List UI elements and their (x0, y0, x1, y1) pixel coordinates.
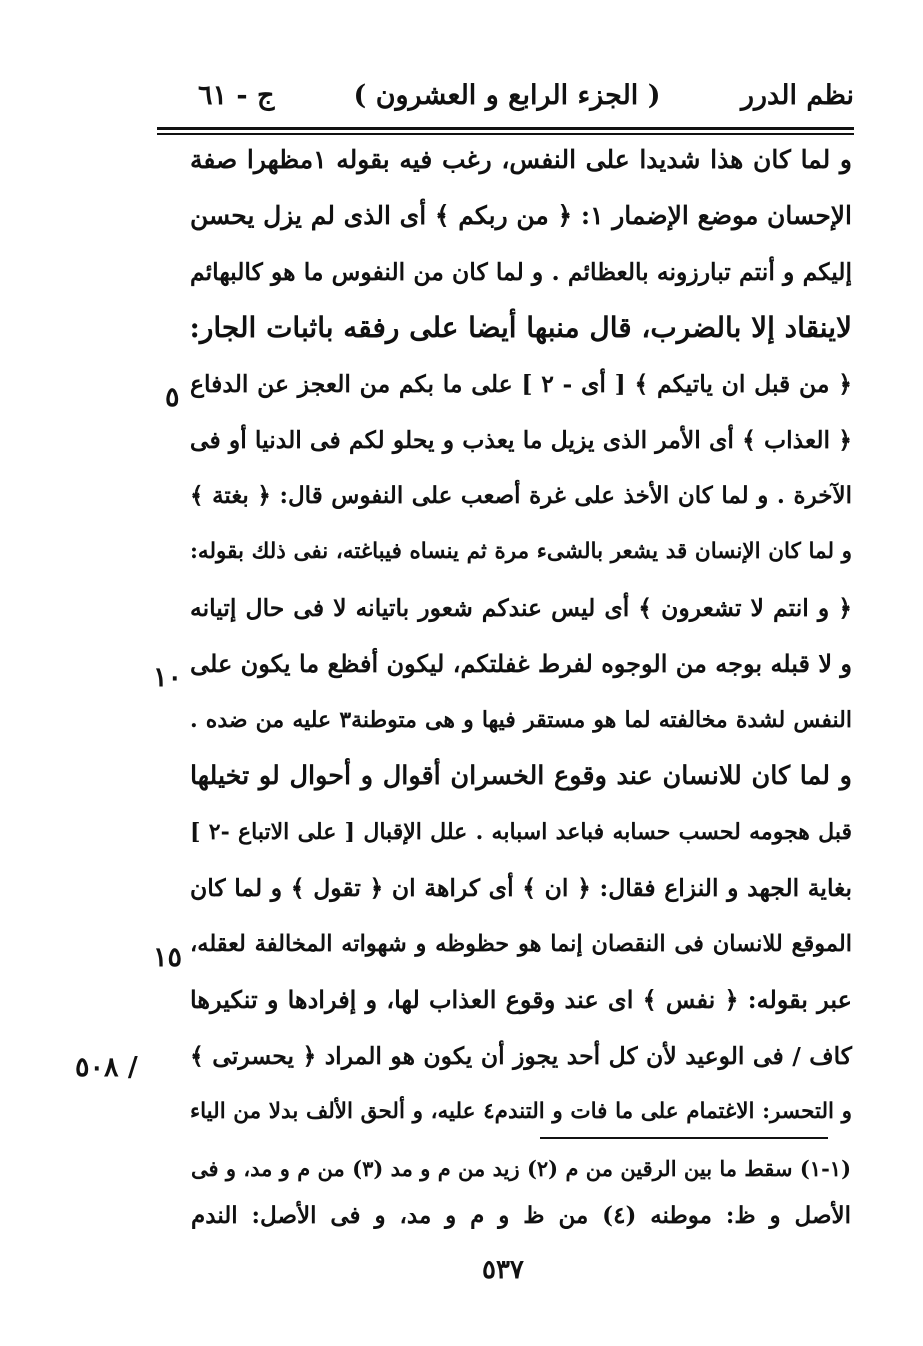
text-line: ﴿ من قبل ان ياتيكم ﴾ [ أى - ٢ ] على ما بكم من العجز عن الدفاع (190, 370, 852, 398)
text-line: الآخرة . و لما كان الأخذ على غرة أصعب على النفوس قال: ﴿ بغتة ﴾ (190, 482, 852, 509)
part-title: ( الجزء الرابع و العشرون ) (353, 80, 661, 111)
volume-reference: ج - ٦١ (198, 80, 275, 111)
text-line: الإحسان موضع الإضمار ١: ﴿ من ربكم ﴾ أى الذى لم يزل يحسن (189, 201, 852, 230)
text-line: لاينقاد إلا بالضرب، قال منبها أيضا على رفقه باثبات الجار: (189, 311, 852, 344)
running-header (160, 72, 854, 120)
text-line: و لما كان للانسان عند وقوع الخسران أقوال و أحوال لو تخيلها (190, 761, 852, 791)
text-line: بغاية الجهد و النزاع فقال: ﴿ ان ﴾ أى كراهة ان ﴿ تقول ﴾ و لما كان (190, 874, 852, 902)
header-rule-thick (157, 127, 854, 130)
text-line: الموقع للانسان فى النقصان إنما هو حظوظه و شهواته المخالفة لعقله، (190, 931, 852, 957)
line-number-10: ١٠ (153, 662, 183, 693)
text-line: النفس لشدة مخالفته لما هو مستقر فيها و هى متوطنة٣ عليه من ضده . (190, 707, 852, 733)
footnote-rule (540, 1137, 828, 1139)
text-line: قبل هجومه لحسب حسابه فباعد اسبابه . علل الإقبال [ على الاتباع -٢ ] (190, 819, 852, 845)
text-line: عبر بقوله: ﴿ نفس ﴾ اى عند وقوع العذاب لها، و إفرادها و تنكيرها (190, 985, 852, 1014)
page-number: ٥٣٧ (482, 1255, 524, 1285)
text-line: إليكم و أنتم تبارزونه بالعظائم . و لما كان من النفوس ما هو كالبهائم (190, 258, 852, 286)
text-line: ﴿ العذاب ﴾ أى الأمر الذى يزيل ما يعذب و يحلو لكم فى الدنيا أو فى (189, 426, 852, 454)
text-line: و لما كان هذا شديدا على النفس، رغب فيه بقوله ١مظهرا صفة (190, 145, 852, 174)
header-rule-thin (157, 133, 854, 135)
text-line: ﴿ و انتم لا تشعرون ﴾ أى ليس عندكم شعور باتيانه لا فى حال إتيانه (190, 594, 852, 622)
text-line: و لا قبله بوجه من الوجوه لفرط غفلتكم، ليكون أفظع ما يكون على (190, 649, 852, 678)
footnote-line: الأصل و ظ: موطنه (٤) من ظ و م و مد، و فى الأصل: الندم (191, 1202, 852, 1229)
text-line: كاف / فى الوعيد لأن كل أحد يجوز أن يكون هو المراد ﴿ يحسرتى ﴾ (190, 1042, 852, 1070)
manuscript-folio-reference: ٥٠٨ / (75, 1052, 138, 1083)
line-number-15: ١٥ (153, 942, 183, 973)
text-line: و لما كان الإنسان قد يشعر بالشىء مرة ثم ينساه فيباغته، نفى ذلك بقوله: (190, 539, 852, 564)
book-title: نظم الدرر (740, 80, 854, 111)
footnote-line: (١-١) سقط ما بين الرقين من م (٢) زيد من م و مد (٣) من م و مد، و فى (191, 1156, 851, 1181)
line-number-5: ٥ (165, 382, 180, 413)
text-line: و التحسر: الاغتمام على ما فات و التندم٤ عليه، و ألحق الألف بدلا من الياء (190, 1099, 852, 1124)
